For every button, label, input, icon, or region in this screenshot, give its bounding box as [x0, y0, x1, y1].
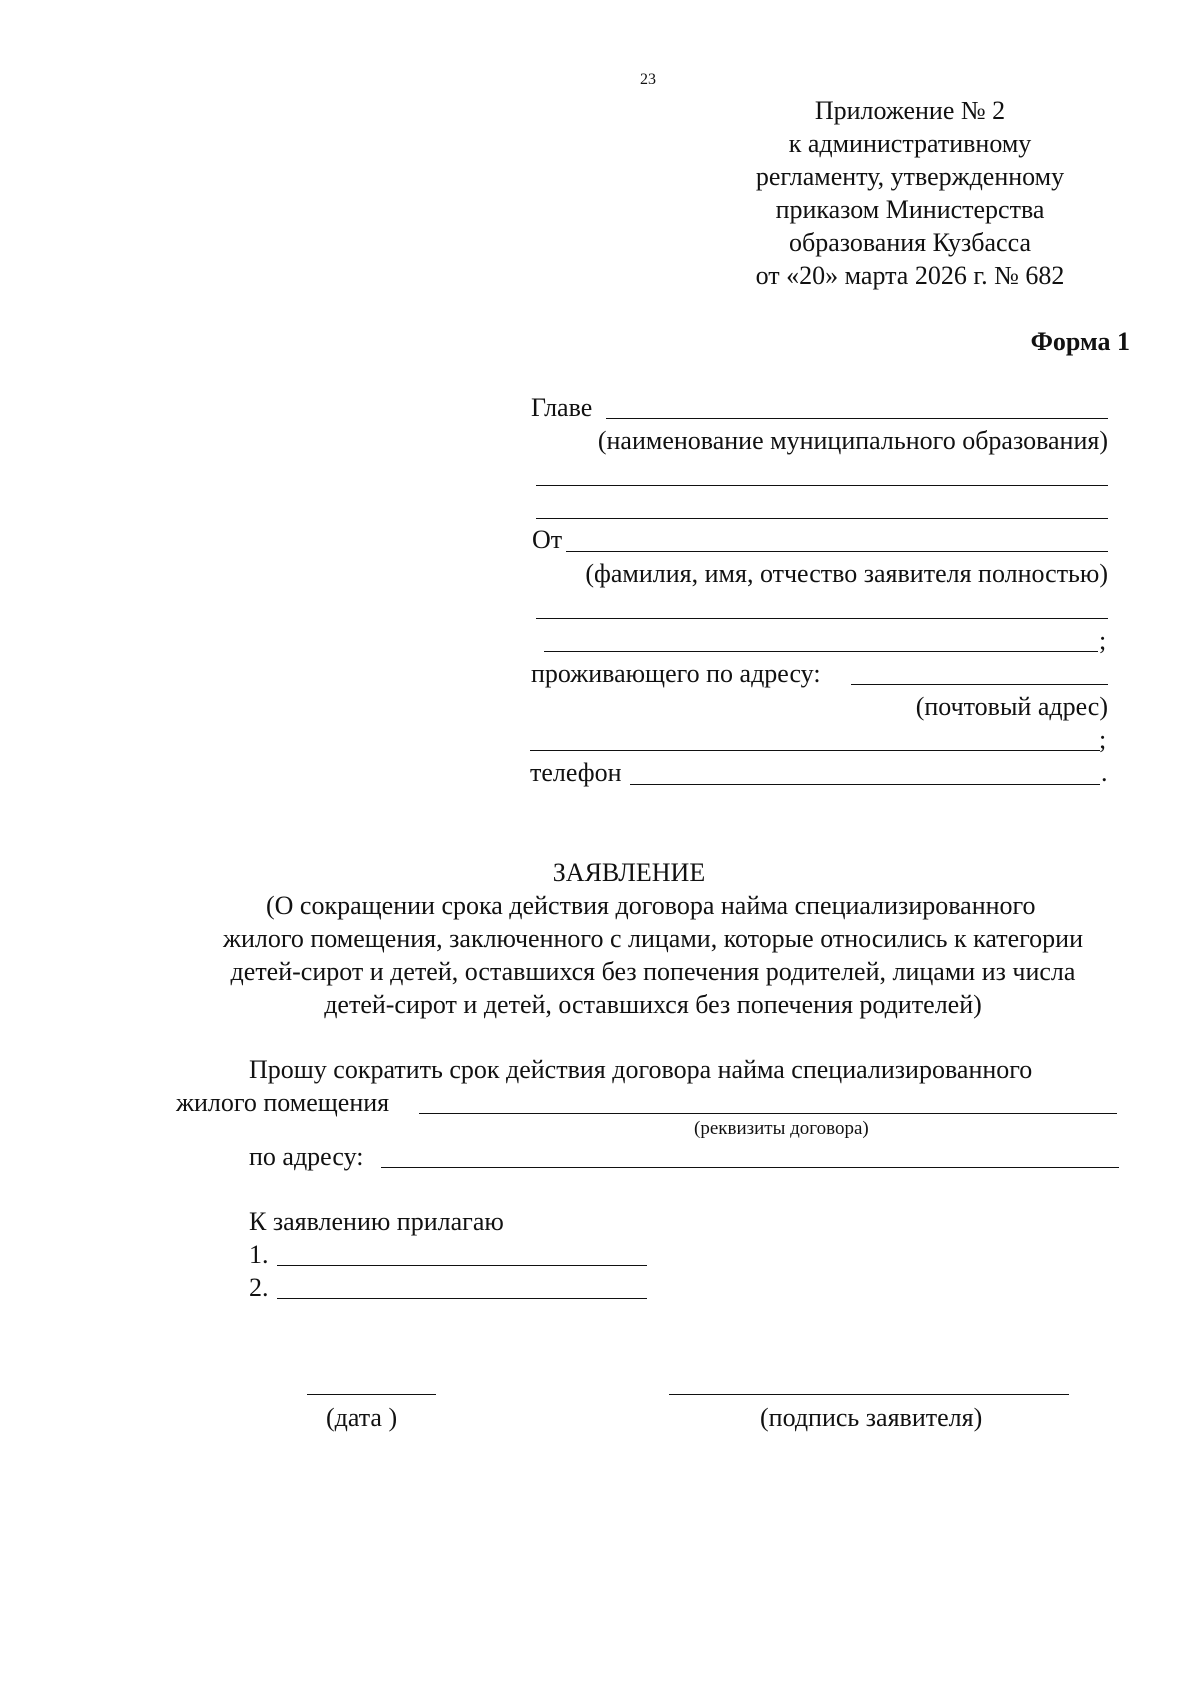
postal-caption: (почтовый адрес) [915, 692, 1108, 721]
semicolon: ; [1099, 626, 1107, 655]
applicant-blank[interactable] [536, 618, 1108, 619]
from-blank[interactable] [566, 551, 1108, 552]
contract-blank[interactable] [419, 1113, 1117, 1114]
appendix-line: Приложение № 2 [814, 96, 1006, 125]
applicant-blank[interactable] [544, 651, 1098, 652]
attach-number: 2. [249, 1273, 269, 1302]
phone-label: телефон [530, 758, 622, 787]
date-blank[interactable] [307, 1394, 436, 1395]
municipality-caption: (наименование муниципального образования) [597, 426, 1108, 455]
address-blank[interactable] [530, 750, 1100, 751]
subtitle-line: (О сокращении срока действия договора найма специализированного [266, 891, 1036, 920]
from-label: От [532, 525, 563, 554]
subtitle-line: детей-сирот и детей, оставшихся без попечения родителей) [324, 990, 982, 1019]
municipality-blank[interactable] [536, 518, 1108, 519]
address-label: по адресу: [249, 1142, 364, 1171]
attachment-blank[interactable] [277, 1265, 647, 1266]
statement-title: ЗАЯВЛЕНИЕ [552, 858, 706, 887]
form-label: Форма 1 [1030, 327, 1130, 356]
request-line: жилого помещения [176, 1088, 390, 1117]
municipality-blank[interactable] [536, 485, 1108, 486]
appendix-line: образования Кузбасса [788, 228, 1031, 257]
address-blank[interactable] [851, 684, 1108, 685]
request-line: Прошу сократить срок действия договора найма специализированного [249, 1055, 1033, 1084]
attachment-blank[interactable] [277, 1298, 647, 1299]
phone-blank[interactable] [630, 784, 1100, 785]
subtitle-line: детей-сирот и детей, оставшихся без попечения родителей, лицами из числа [230, 957, 1076, 986]
period: . [1101, 758, 1108, 787]
signature-blank[interactable] [669, 1394, 1069, 1395]
to-blank[interactable] [606, 418, 1108, 419]
applicant-caption: (фамилия, имя, отчество заявителя полностью) [585, 559, 1108, 588]
attach-number: 1. [249, 1240, 269, 1269]
appendix-line: от «20» марта 2026 г. № 682 [755, 261, 1065, 290]
semicolon: ; [1099, 725, 1107, 754]
appendix-line: приказом Министерства [775, 195, 1045, 224]
appendix-line: к административному [788, 129, 1032, 158]
subtitle-line: жилого помещения, заключенного с лицами, которые относились к категории [223, 924, 1083, 953]
to-label: Главе [531, 393, 593, 422]
appendix-line: регламенту, утвержденному [755, 162, 1065, 191]
residing-label: проживающего по адресу: [531, 659, 821, 688]
property-address-blank[interactable] [381, 1167, 1119, 1168]
contract-caption: (реквизиты договора) [694, 1118, 869, 1139]
signature-caption: (подпись заявителя) [760, 1403, 983, 1432]
attach-label: К заявлению прилагаю [249, 1207, 504, 1236]
date-caption: (дата ) [326, 1403, 398, 1432]
page-number: 23 [640, 71, 656, 88]
